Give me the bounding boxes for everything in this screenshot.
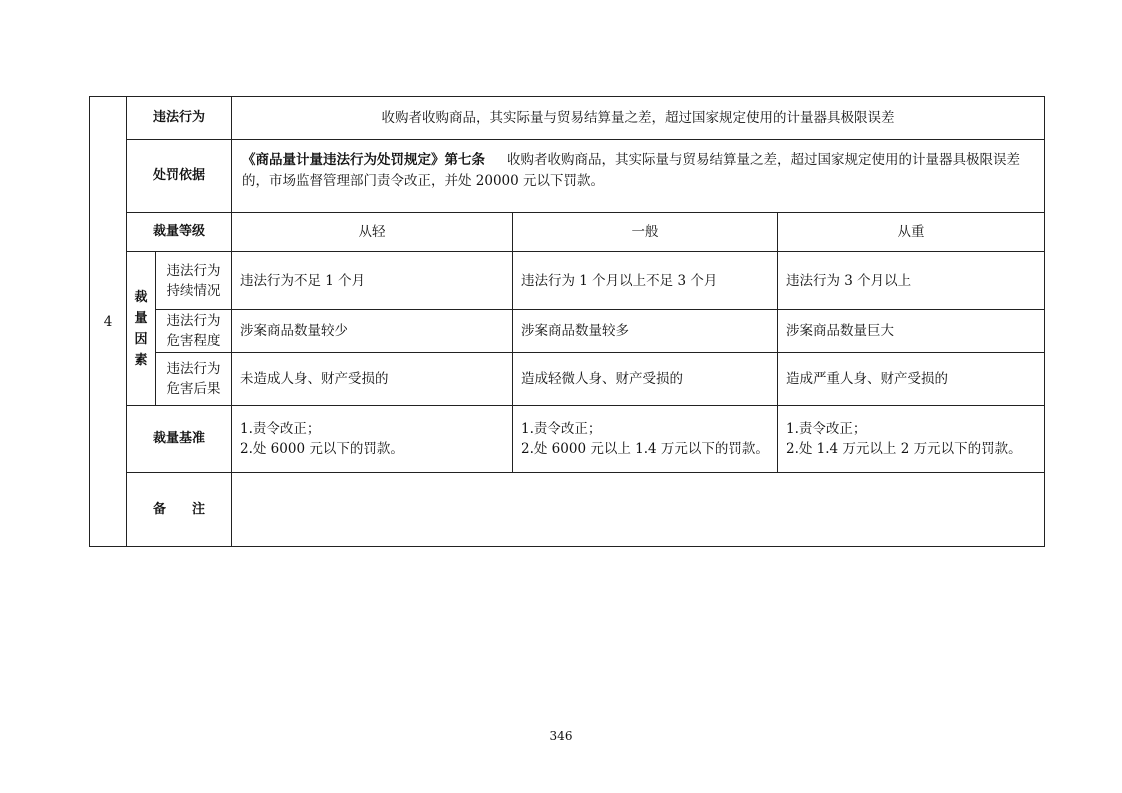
penalty-discretion-table: [89, 96, 1045, 547]
basis-text: 收购者收购商品，其实际量与贸易结算量之差，超过国家规定使用的计量器具极限误差的，市场监督管理部门责令改正，并处 20000 元以下罚款。: [242, 152, 1020, 189]
factors-label-char: 因: [134, 331, 148, 347]
factor-consequence-label: [155, 352, 232, 406]
standard-line: 1.责令改正；: [521, 421, 602, 437]
standard-line: 1.责令改正；: [786, 421, 867, 437]
standard-general: [512, 405, 778, 473]
standard-line: 1.责令改正；: [240, 421, 321, 437]
factors-label-char: 素: [134, 352, 148, 368]
factors-label: [126, 251, 156, 406]
factor-severity-label: [155, 309, 232, 353]
standard-label: 裁量基准: [126, 405, 232, 473]
page-number: 346: [549, 729, 573, 743]
grade-light: 从轻: [231, 212, 513, 252]
remarks-value: [231, 472, 1045, 547]
standard-line: 2.处 1.4 万元以上 2 万元以下的罚款。: [786, 441, 1022, 457]
factor-label-line: 违法行为: [166, 361, 221, 377]
standard-heavy: [777, 405, 1045, 473]
remarks-label: 备 注: [126, 472, 232, 547]
violation-label: 违法行为: [126, 96, 232, 140]
factor-duration-light: 违法行为不足 1 个月: [231, 251, 513, 310]
row-number: 4: [89, 96, 127, 547]
grade-heavy: 从重: [777, 212, 1045, 252]
factor-label-line: 危害程度: [166, 333, 221, 349]
factor-label-line: 违法行为: [166, 262, 221, 279]
violation-text: 收购者收购商品，其实际量与贸易结算量之差，超过国家规定使用的计量器具极限误差: [231, 96, 1045, 140]
standard-light: [231, 405, 513, 473]
factor-severity-general: 涉案商品数量较多: [512, 309, 778, 353]
basis-regulation: 《商品量计量违法行为处罚规定》第七条: [242, 152, 485, 168]
standard-line: 2.处 6000 元以上 1.4 万元以下的罚款。: [521, 441, 769, 457]
factor-label-line: 危害后果: [166, 381, 221, 397]
factor-duration-general: 违法行为 1 个月以上不足 3 个月: [512, 251, 778, 310]
factor-severity-heavy: 涉案商品数量巨大: [777, 309, 1045, 353]
factors-label-char: 量: [134, 310, 148, 326]
factor-severity-light: 涉案商品数量较少: [231, 309, 513, 353]
factors-label-char: 裁: [134, 289, 148, 305]
grade-label: 裁量等级: [126, 212, 232, 252]
factor-duration-label: [155, 251, 232, 310]
factor-consequence-heavy: 造成严重人身、财产受损的: [777, 352, 1045, 406]
factor-label-line: 违法行为: [166, 313, 221, 329]
standard-line: 2.处 6000 元以下的罚款。: [240, 441, 404, 457]
factor-label-line: 持续情况: [166, 282, 221, 299]
factor-consequence-light: 未造成人身、财产受损的: [231, 352, 513, 406]
basis-content: [231, 139, 1045, 213]
grade-general: 一般: [512, 212, 778, 252]
factor-consequence-general: 造成轻微人身、财产受损的: [512, 352, 778, 406]
factor-duration-heavy: 违法行为 3 个月以上: [777, 251, 1045, 310]
basis-label: 处罚依据: [126, 139, 232, 213]
